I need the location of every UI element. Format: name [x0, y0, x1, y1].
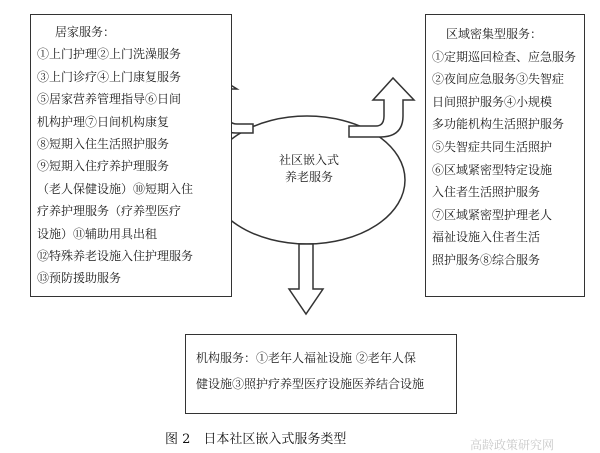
regional-services-title: 区域密集型服务： [446, 27, 543, 41]
facility-services-line: 健设施③照护疗养型医疗设施医养结合设施 [196, 377, 425, 391]
regional-services-line: ⑥区域紧密型特定设施 [432, 162, 553, 177]
home-services-line: 疗养护理服务（疗养型医疗 [37, 204, 182, 219]
home-services-line: （老人保健设施）⑩短期入住 [37, 181, 194, 196]
home-services-line: ⑧短期入住生活照护服务 [37, 137, 170, 152]
figure-caption: 图 2 日本社区嵌入式服务类型 [165, 432, 347, 447]
arrow-to-facility-services [289, 244, 323, 314]
regional-services-line: ②夜间应急服务③失智症 [432, 72, 565, 87]
regional-services-line: 日间照护服务④小规模 [432, 94, 553, 109]
home-services-line: 设施）⑪辅助用具出租 [37, 226, 158, 241]
center-label-line-1: 社区嵌入式 [278, 153, 339, 167]
facility-services-line: 机构服务：①老年人福祉设施 ②老年人保 [196, 351, 416, 365]
home-services-line: ⑫特殊养老设施入住护理服务 [37, 249, 194, 264]
regional-services-line: ①定期巡回检查、应急服务 [432, 49, 577, 64]
center-label [262, 152, 356, 186]
regional-services-line: 照护服务⑧综合服务 [432, 252, 541, 267]
regional-services-box [425, 14, 585, 297]
facility-services-box [185, 334, 457, 414]
home-services-box [30, 14, 232, 297]
arrow-to-regional-services [349, 78, 414, 137]
watermark-text: 高龄政策研究网 [470, 438, 555, 452]
regional-services-line: ⑦区域紧密型护理老人 [432, 207, 553, 222]
home-services-line: ⑬预防援助服务 [37, 271, 122, 286]
regional-services-line: 福祉设施入住者生活 [432, 230, 541, 245]
home-services-line: ③上门诊疗④上门康复服务 [37, 69, 182, 84]
home-services-line: 机构护理⑦日间机构康复 [37, 114, 170, 129]
home-services-title: 居家服务： [55, 25, 116, 39]
regional-services-line: ⑤失智症共同生活照护 [432, 139, 553, 154]
home-services-line: ①上门护理②上门洗澡服务 [37, 47, 182, 62]
regional-services-line: 入住者生活照护服务 [432, 185, 541, 200]
regional-services-line: 多功能机构生活照护服务 [432, 117, 565, 132]
center-label-line-2: 养老服务 [284, 170, 333, 184]
home-services-line: ⑤居家营养管理指导⑥日间 [37, 92, 182, 107]
home-services-line: ⑨短期入住疗养护理服务 [37, 159, 170, 174]
